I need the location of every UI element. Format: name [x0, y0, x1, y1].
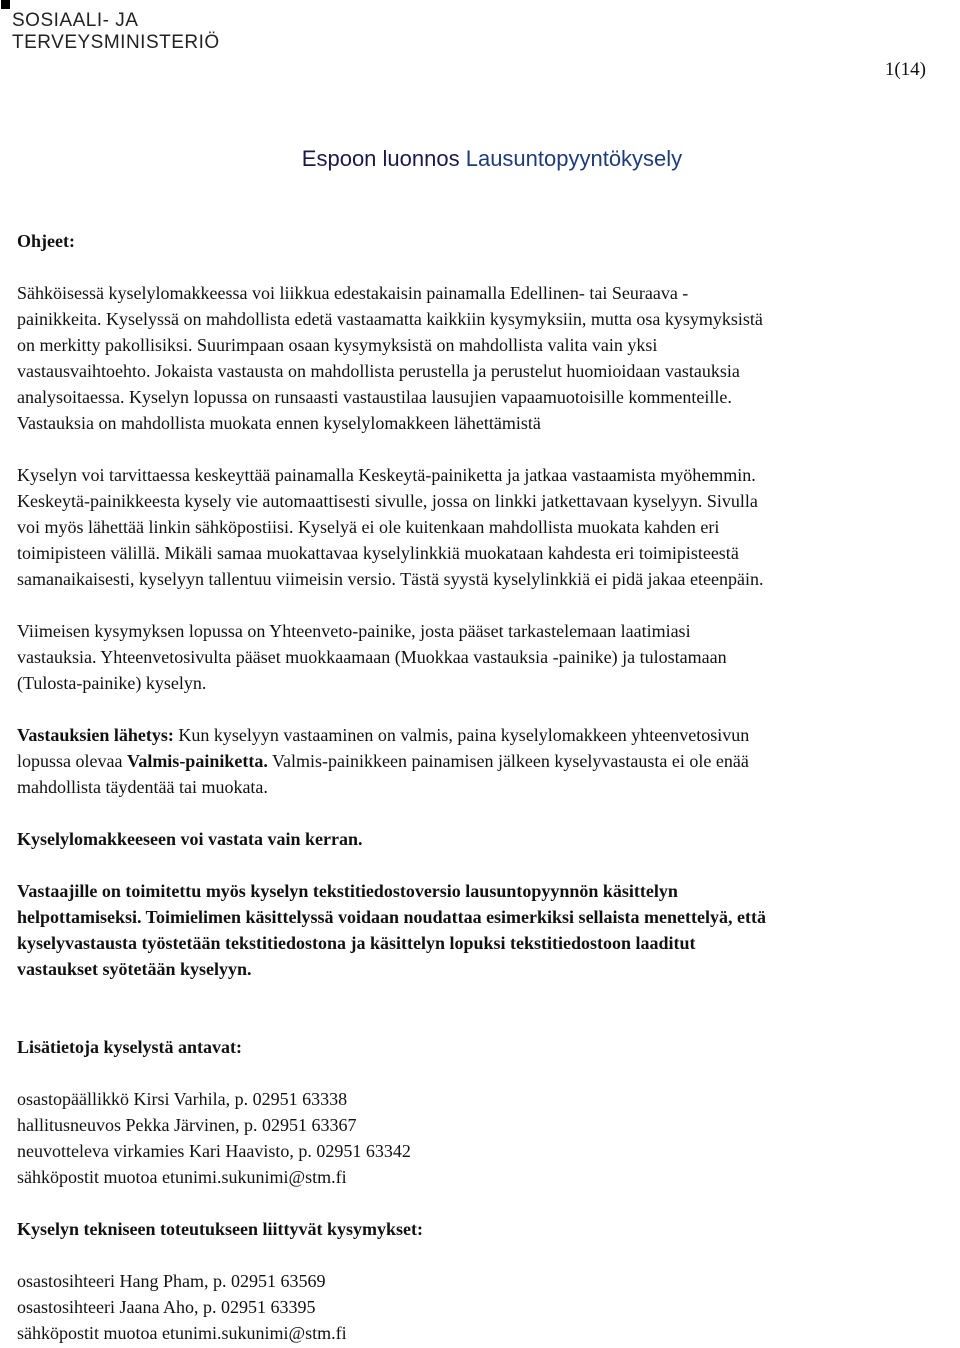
title-main: Lausuntopyyntökysely — [465, 146, 683, 171]
contacts-heading: Lisätietoja kyselystä antavat: — [17, 1037, 242, 1057]
logo-line-2: TERVEYSMINISTERIÖ — [12, 32, 220, 53]
logo-line-1: SOSIAALI- JA — [12, 10, 139, 31]
p2-line: toimipisteen välillä. Mikäli samaa muokattavaa kyselylinkkiä muokataan kahdesta eri toimipisteestä — [17, 543, 739, 563]
contact-line: osastopäällikkö Kirsi Varhila, p. 02951 63338 — [17, 1089, 348, 1109]
p3-line: (Tulosta-painike) kyselyn. — [17, 673, 207, 693]
p1-line: Sähköisessä kyselylomakkeessa voi liikkua edestakaisin painamalla Edellinen- tai Seuraava - — [17, 283, 689, 303]
ready-button-label: Valmis-painiketta. — [126, 751, 268, 771]
p2-line: Keskeytä-painikkeesta kysely vie automaattisesti sivulle, jossa on linkki jatkettavaan kyselyyn. Sivulla — [17, 491, 758, 511]
p1-line: Vastauksia on mahdollista muokata ennen kyselylomakkeen lähettämistä — [17, 413, 541, 433]
ministry-logo — [12, 10, 220, 54]
notice-line: Vastaajille on toimitettu myös kyselyn tekstitiedostoversio lausuntopyynnön käsittelyn — [17, 881, 678, 901]
submission-text: mahdollista täydentää tai muokata. — [17, 777, 268, 797]
technical-contacts-list — [17, 1268, 960, 1346]
p2-line: samanaikaisesti, kyselyyn tallentuu viimeisin versio. Tästä syystä kyselylinkkiä ei pidä jakaa eteenpäin. — [17, 569, 764, 589]
instructions-paragraph-2 — [17, 462, 960, 592]
instructions-paragraph-3 — [17, 618, 960, 696]
instructions-heading: Ohjeet: — [17, 231, 75, 251]
answer-once-notice: Kyselylomakkeeseen voi vastata vain kerran. — [17, 829, 363, 849]
technical-contact-line: sähköpostit muotoa etunimi.sukunimi@stm.fi — [17, 1323, 347, 1343]
notice-line: vastaukset syötetään kyselyyn. — [17, 959, 252, 979]
notice-line: kyselyvastausta työstetään tekstitiedostona ja käsittelyn lopuksi tekstitiedostoon laaditut — [17, 933, 696, 953]
technical-contact-line: osastosihteeri Jaana Aho, p. 02951 63395 — [17, 1297, 316, 1317]
page-number: 1(14) — [884, 59, 926, 80]
page-title — [0, 146, 960, 172]
title-prefix: Espoon luonnos — [301, 146, 460, 171]
contact-line: hallitusneuvos Pekka Järvinen, p. 02951 63367 — [17, 1115, 357, 1135]
contact-line: neuvotteleva virkamies Kari Haavisto, p. 02951 63342 — [17, 1141, 411, 1161]
p3-line: vastauksia. Yhteenvetosivulta pääset muokkaamaan (Muokkaa vastauksia -painike) ja tulostamaan — [17, 647, 727, 667]
submission-text: lopussa olevaa — [17, 751, 127, 771]
contacts-list — [17, 1086, 960, 1190]
submission-paragraph — [17, 722, 960, 800]
contact-line: sähköpostit muotoa etunimi.sukunimi@stm.fi — [17, 1167, 347, 1187]
notice-line: helpottamiseksi. Toimielimen käsittelyssä voidaan noudattaa esimerkiksi sellaista menettelyä, että — [17, 907, 766, 927]
submission-text: Kun kyselyyn vastaaminen on valmis, paina kyselylomakkeen yhteenvetosivun — [173, 725, 750, 745]
p2-line: Kyselyn voi tarvittaessa keskeyttää painamalla Keskeytä-painiketta ja jatkaa vastaamista myöhemmin. — [17, 465, 756, 485]
technical-contact-line: osastosihteeri Hang Pham, p. 02951 63569 — [17, 1271, 326, 1291]
submission-text: Valmis-painikkeen painamisen jälkeen kyselyvastausta ei ole enää — [267, 751, 749, 771]
p1-line: analysoitaessa. Kyselyn lopussa on runsaasti vastaustilaa lausujien vapaamuotoisille kommenteille. — [17, 387, 732, 407]
document-body — [17, 228, 960, 1346]
p1-line: on merkitty pakollisiksi. Suurimpaan osaan kysymyksistä on mahdollista valita vain yksi — [17, 335, 658, 355]
p2-line: voi myös lähettää linkin sähköpostiisi. Kyselyä ei ole kuitenkaan mahdollista muokata kahden eri — [17, 517, 720, 537]
technical-heading: Kyselyn tekniseen toteutukseen liittyvät kysymykset: — [17, 1219, 423, 1239]
p1-line: painikkeita. Kyselyssä on mahdollista edetä vastaamatta kaikkiin kysymyksiin, mutta osa kysymyksistä — [17, 309, 763, 329]
instructions-paragraph-1 — [17, 280, 960, 436]
submission-label: Vastauksien lähetys: — [17, 725, 174, 745]
p1-line: vastausvaihtoehto. Jokaista vastausta on mahdollista perustella ja perustelut huomioidaan vastauksia — [17, 361, 740, 381]
logo-mark — [1, 0, 10, 9]
text-version-notice — [17, 878, 960, 982]
p3-line: Viimeisen kysymyksen lopussa on Yhteenveto-painike, josta pääset tarkastelemaan laatimiasi — [17, 621, 691, 641]
